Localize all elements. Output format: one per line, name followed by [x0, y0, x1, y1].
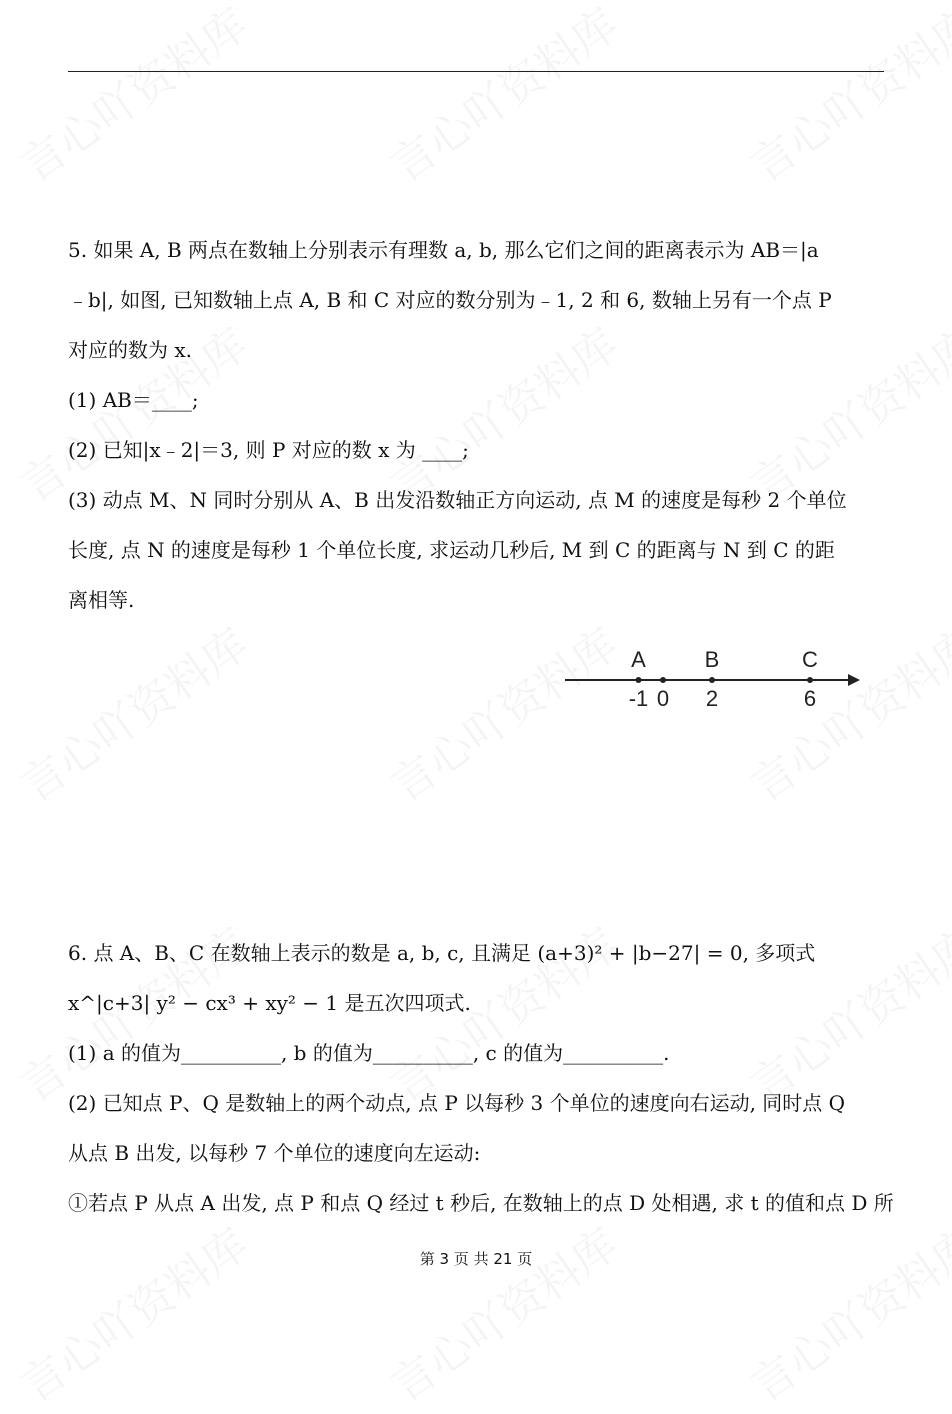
q5-part-3-end: 离相等.: [68, 588, 135, 612]
q6-line-1: 6. 点 A、B、C 在数轴上表示的数是 a, b, c, 且满足 (a+3)² + |b−27| = 0, 多项式: [68, 941, 816, 965]
header-rule: [68, 71, 884, 72]
watermark: [6, 610, 259, 814]
tick-dot: [709, 677, 715, 683]
number-line-figure: [560, 640, 870, 715]
q6-part-2: (2) 已知点 P、Q 是数轴上的两个动点, 点 P 以每秒 3 个单位的速度向右运动, 同时点 Q: [68, 1091, 846, 1115]
point-label-b: B: [704, 647, 720, 672]
tick-label: 2: [705, 686, 719, 711]
tick-dot: [636, 677, 642, 683]
q5-part-1: (1) AB＝____;: [68, 388, 199, 412]
q5-line-2: ﹣b|, 如图, 已知数轴上点 A, B 和 C 对应的数分别为﹣1, 2 和 6, 数轴上另有一个点 P: [68, 288, 832, 312]
tick-dot: [660, 677, 666, 683]
watermark: [376, 0, 629, 194]
tick-dot: [807, 677, 813, 683]
watermark: [376, 1210, 629, 1414]
q5-line-3: 对应的数为 x.: [68, 338, 192, 362]
q6-part-2-sub1: ①若点 P 从点 A 出发, 点 P 和点 Q 经过 t 秒后, 在数轴上的点 D 处相遇, 求 t 的值和点 D 所: [68, 1191, 894, 1215]
point-label-c: C: [802, 647, 818, 672]
watermark: [736, 1210, 952, 1414]
axis-arrow-icon: [848, 674, 860, 686]
watermark: [6, 0, 259, 194]
point-label-a: A: [631, 647, 646, 672]
q5-part-3: (3) 动点 M、N 同时分别从 A、B 出发沿数轴正方向运动, 点 M 的速度是每秒 2 个单位: [68, 488, 847, 512]
q6-part-1: (1) a 的值为__________, b 的值为__________, c 的值为__________.: [68, 1041, 670, 1065]
q5-line-1: 5. 如果 A, B 两点在数轴上分别表示有理数 a, b, 那么它们之间的距离表示为 AB＝|a: [68, 238, 819, 262]
q6-part-2-cont: 从点 B 出发, 以每秒 7 个单位的速度向左运动:: [68, 1141, 481, 1165]
tick-label: 0: [656, 686, 670, 711]
watermark: [376, 310, 629, 514]
tick-label: -1: [628, 686, 649, 711]
tick-label: 6: [803, 686, 817, 711]
watermark: [736, 0, 952, 194]
q5-part-2: (2) 已知|x﹣2|＝3, 则 P 对应的数 x 为 ____;: [68, 438, 469, 462]
q6-line-2: x^|c+3| y² − cx³ + xy² − 1 是五次四项式.: [68, 991, 471, 1015]
q5-part-3-cont: 长度, 点 N 的速度是每秒 1 个单位长度, 求运动几秒后, M 到 C 的距离与 N 到 C 的距: [68, 538, 835, 562]
page-footer: 第 3 页 共 21 页: [419, 1250, 533, 1268]
watermark: [6, 1210, 259, 1414]
watermark: [736, 310, 952, 514]
